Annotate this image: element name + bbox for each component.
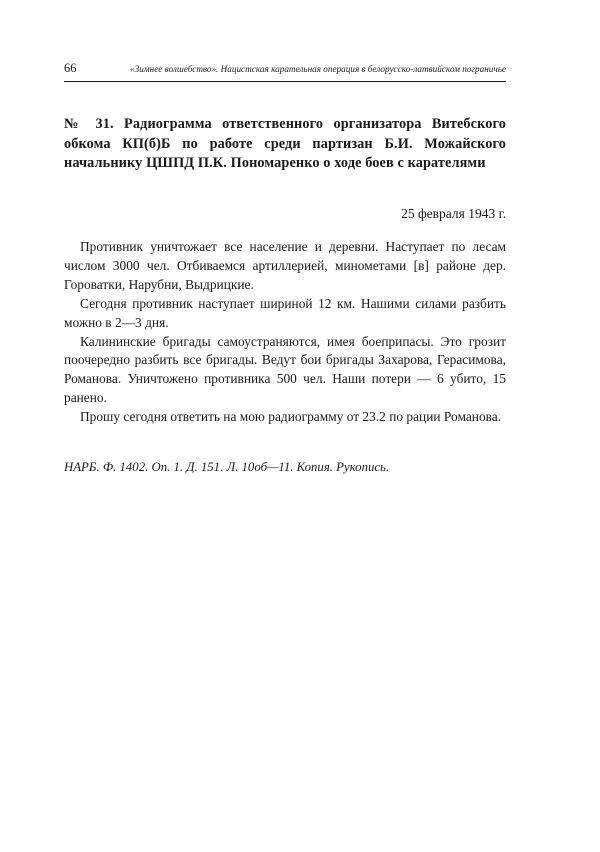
- body-paragraph: Калининские бригады самоустраняются, имея боеприпасы. Это грозит поочередно разбить все бригады. Ведут бои бригады Захарова, Герасимова, Романова. Уничтожено противника 500 чел. Наши потери — 6 убито, 15 ранено.: [64, 333, 506, 406]
- document-date: 25 февраля 1943 г.: [401, 206, 506, 221]
- running-header: [64, 61, 506, 77]
- page-number: 66: [64, 61, 77, 75]
- header-rule: [64, 81, 506, 82]
- document-body: [64, 238, 506, 427]
- document-title: № 31. Радиограмма ответственного организатора Витебского обкома КП(б)Б по работе среди партизан Б.И. Можайского начальнику ЦШПД П.К. Пономаренко о ходе боев с карателями: [64, 116, 506, 172]
- archive-source-reference: НАРБ. Ф. 1402. Оп. 1. Д. 151. Л. 10об—11. Копия. Рукопись.: [64, 460, 390, 474]
- running-title: «Зимнее волшебство». Нацистская карательная операция в белорусско-латвийском пограничье: [130, 64, 506, 74]
- body-paragraph: Сегодня противник наступает шириной 12 км. Нашими силами разбить можно в 2—3 дня.: [64, 295, 506, 330]
- body-paragraph: Прошу сегодня ответить на мою радиограмму от 23.2 по рации Романова.: [80, 409, 502, 425]
- body-paragraph: Противник уничтожает все население и деревни. Наступает по лесам числом 3000 чел. Отбиваемся артиллерией, минометами [в] районе дер. Гороватки, Нарубни, Выдрицкие.: [64, 239, 506, 292]
